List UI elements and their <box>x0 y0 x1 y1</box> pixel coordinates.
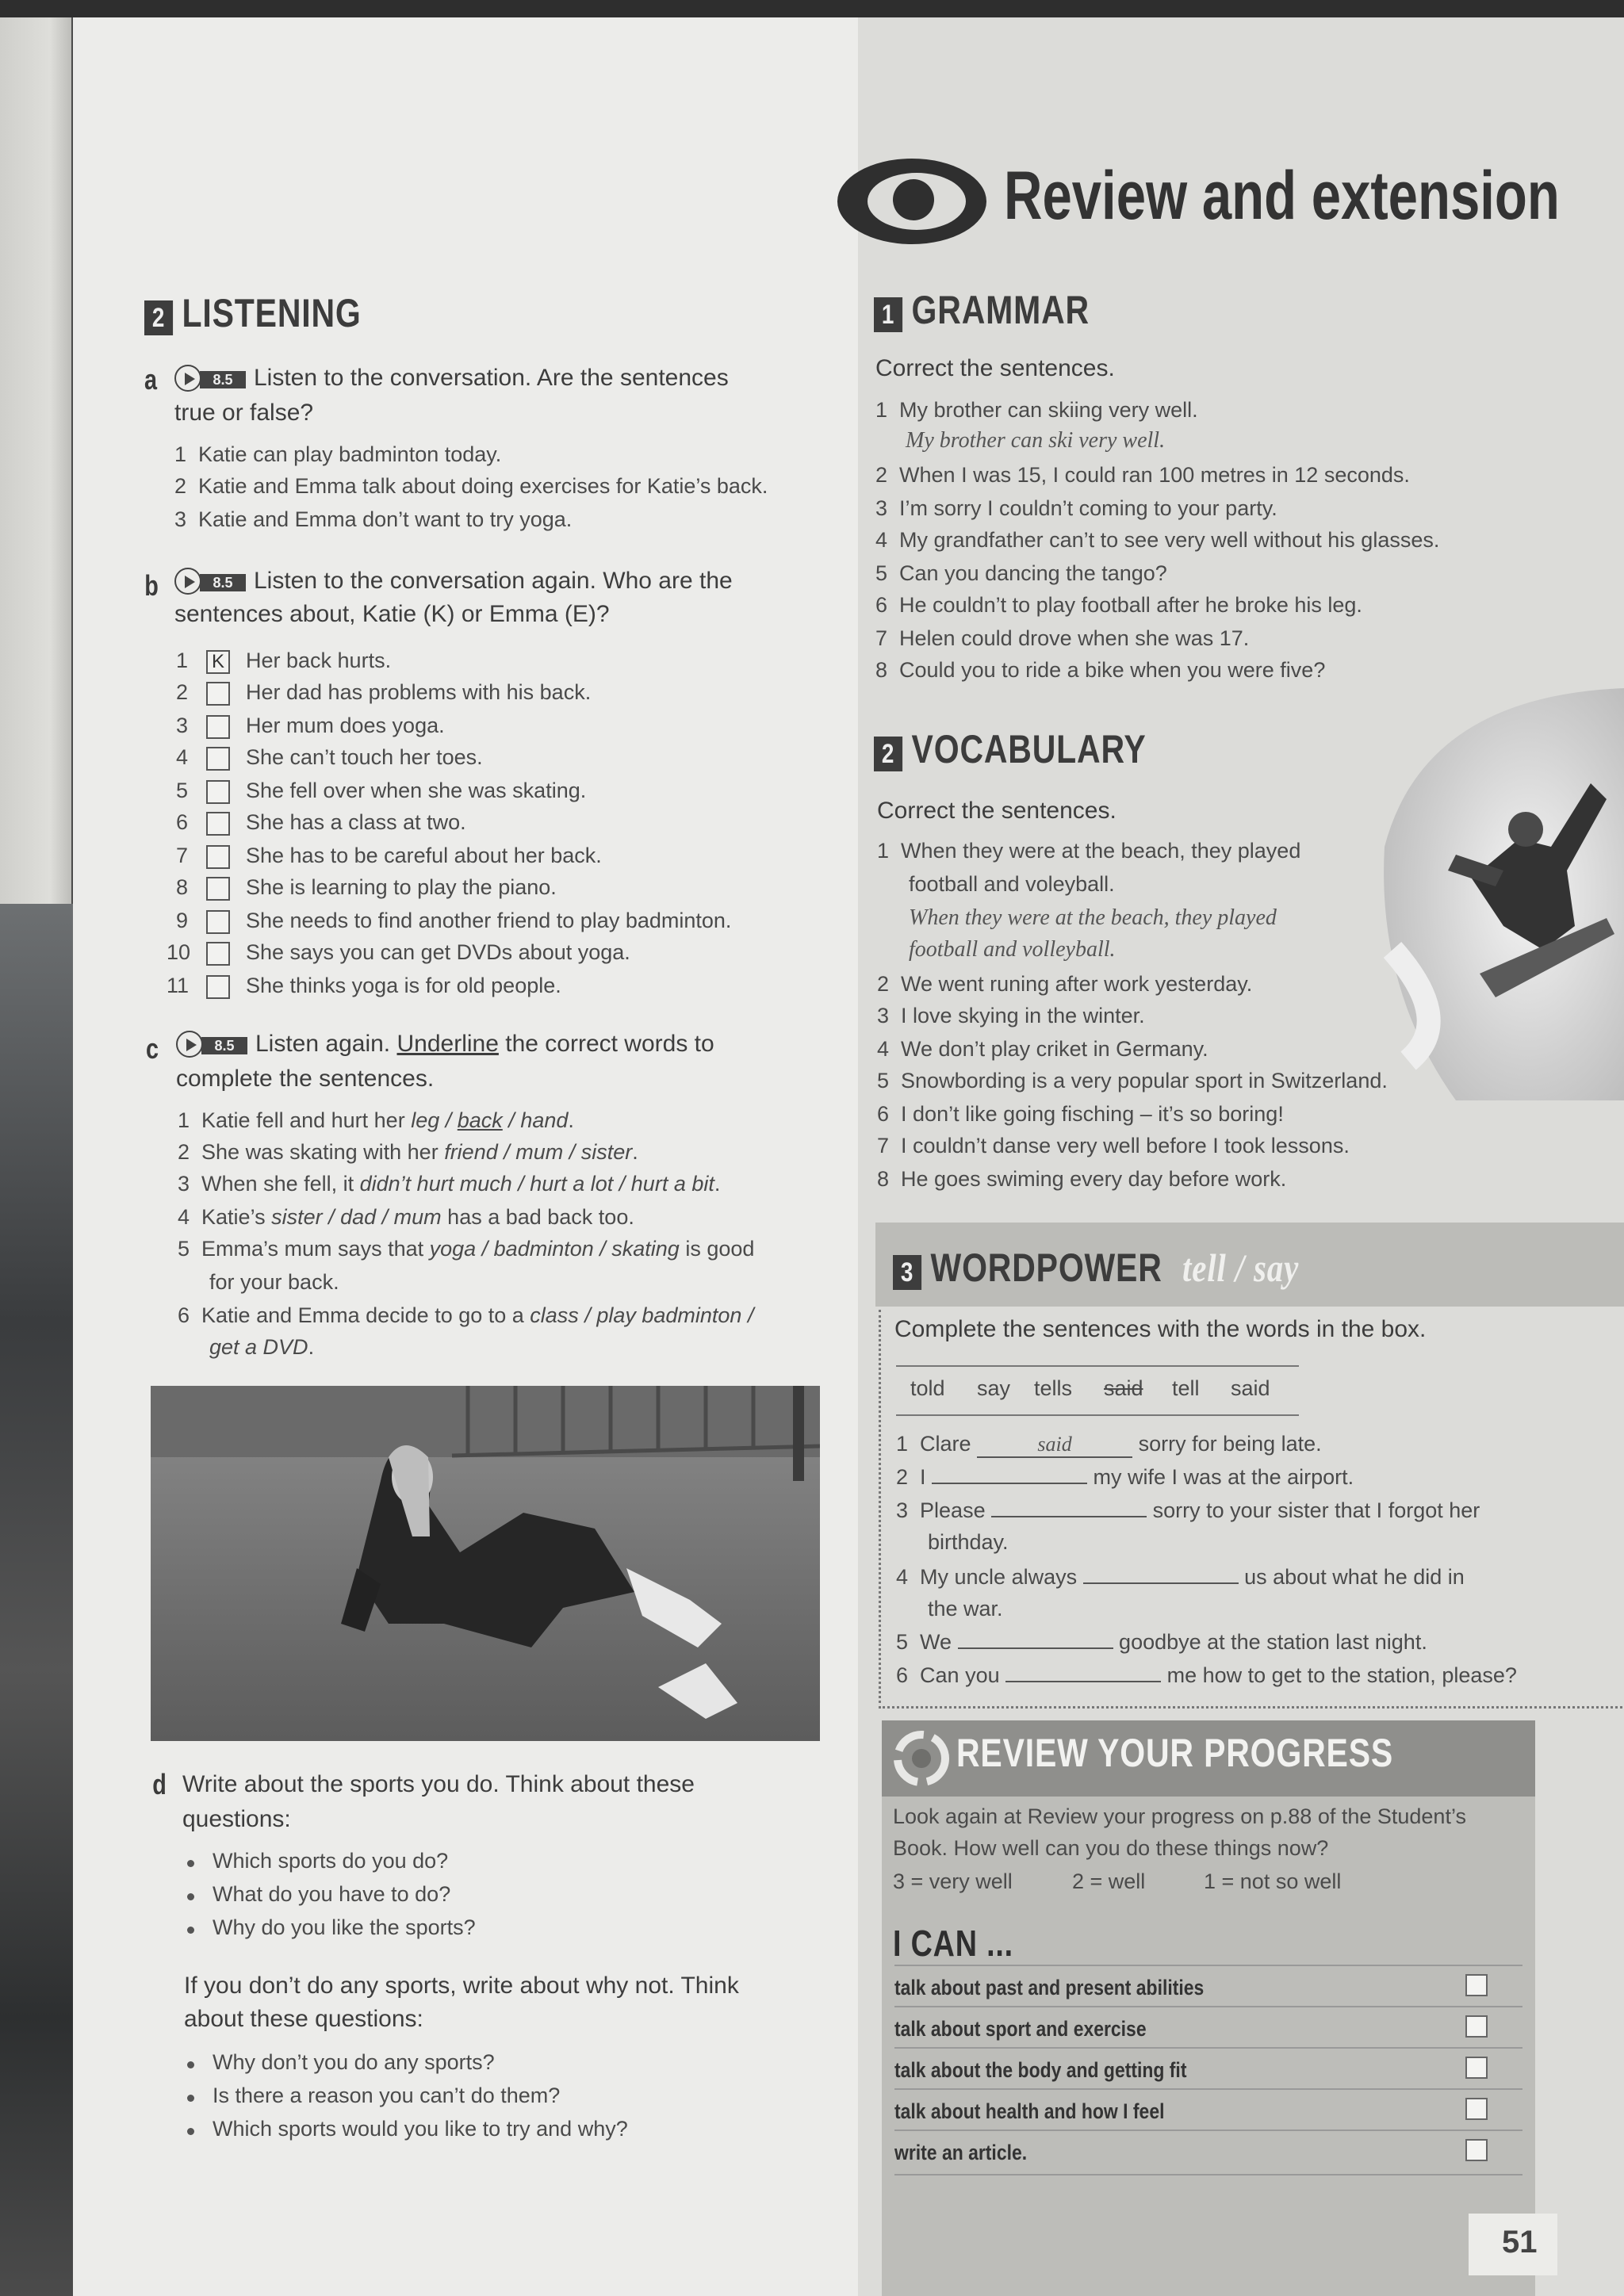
question-item: Which sports do you do? <box>213 1849 449 1873</box>
bullet-icon <box>187 2095 194 2102</box>
ican-checkbox[interactable] <box>1465 2139 1488 2161</box>
list-item: 2 When I was 15, I could ran 100 metres in 12 seconds. <box>875 463 1410 487</box>
answer-blank[interactable] <box>932 1464 1087 1484</box>
box-word: told <box>910 1376 945 1400</box>
ican-row <box>894 2130 1522 2172</box>
answer-checkbox[interactable] <box>206 877 230 901</box>
wordpower-instruction: Complete the sentences with the words in the box. <box>894 1316 1427 1342</box>
bullet-icon <box>187 1893 194 1900</box>
list-item: 5 Snowbording is a very popular sport in Switzerland. <box>877 1069 1388 1093</box>
item-number: 7 <box>176 844 189 867</box>
answer-blank[interactable] <box>991 1497 1147 1517</box>
list-item: 4 Katie’s sister / dad / mum has a bad back too. <box>178 1205 634 1229</box>
ican-row <box>894 2088 1522 2131</box>
list-item-continued: birthday. <box>928 1530 1009 1554</box>
ican-bottom-rule <box>894 2174 1522 2175</box>
exercise-a-instruction-line2: true or false? <box>174 400 314 426</box>
section-title: GRAMMAR <box>911 288 1090 332</box>
list-item: 3 When she fell, it didn’t hurt much / hurt a lot / hurt a bit. <box>178 1172 721 1196</box>
scale-not-so-well: 1 = not so well <box>1204 1869 1342 1893</box>
list-item: 5 Can you dancing the tango? <box>875 561 1167 585</box>
list-item: 1 My brother can skiing very well. <box>875 398 1198 422</box>
answer-checkbox[interactable] <box>206 780 230 804</box>
list-item: 6 Katie and Emma decide to go to a class / play badminton / <box>178 1303 754 1327</box>
list-item: She thinks yoga is for old people. <box>246 974 561 997</box>
review-text: Look again at Review your progress on p.88 of the Student’s <box>893 1804 1466 1828</box>
question-item: Why don’t you do any sports? <box>213 2050 495 2074</box>
list-item: 3 Please sorry to your sister that I forgot her <box>896 1498 1480 1522</box>
exercise-d-instruction-line2: questions: <box>182 1806 291 1832</box>
list-item: 5 We goodbye at the station last night. <box>896 1630 1427 1654</box>
exercise-c-instruction-line2: complete the sentences. <box>176 1066 435 1092</box>
item-number: 1 <box>176 649 189 672</box>
exercise-d-paragraph: If you don’t do any sports, write about why not. Think <box>184 1973 739 1999</box>
section-title: WORDPOWER <box>930 1246 1162 1290</box>
vocabulary-example-answer: When they were at the beach, they played <box>909 905 1277 930</box>
exercise-b-instruction-line2: sentences about, Katie (K) or Emma (E)? <box>174 601 610 627</box>
answer-blank[interactable] <box>958 1628 1113 1649</box>
list-item: Her back hurts. <box>246 649 392 672</box>
section-number: 2 <box>874 737 902 771</box>
list-item-continued: football and voleyball. <box>909 872 1115 896</box>
list-item: She fell over when she was skating. <box>246 779 587 802</box>
list-item: 7 Helen could drove when she was 17. <box>875 626 1250 650</box>
audio-track-icon[interactable]: 8.5 <box>174 568 247 596</box>
box-word: said <box>1231 1376 1270 1400</box>
list-item: She has to be careful about her back. <box>246 844 602 867</box>
wordpower-example-answer: said <box>1037 1433 1072 1456</box>
answer-blank[interactable] <box>1083 1563 1239 1584</box>
item-number: 4 <box>176 745 189 769</box>
list-item: 3 I’m sorry I couldn’t coming to your party. <box>875 496 1277 520</box>
list-item: 6 He couldn’t to play football after he broke his leg. <box>875 593 1362 617</box>
ican-item-label: talk about health and how I feel <box>894 2099 1165 2123</box>
exercise-b-instruction: 8.5 Listen to the conversation again. Who are the <box>174 568 733 596</box>
i-can-heading: I CAN ... <box>893 1923 1013 1964</box>
skating-photo <box>151 1386 820 1741</box>
answer-checkbox[interactable] <box>206 682 230 706</box>
list-item: She needs to find another friend to play badminton. <box>246 909 732 932</box>
wordpower-subtitle: tell / say <box>1182 1246 1300 1290</box>
section-title: VOCABULARY <box>911 727 1147 771</box>
list-item: 8 Could you to ride a bike when you were five? <box>875 658 1326 682</box>
bullet-icon <box>187 1927 194 1934</box>
answer-checkbox[interactable] <box>206 975 230 999</box>
progress-icon <box>893 1730 950 1787</box>
ican-checkbox[interactable] <box>1465 2098 1488 2120</box>
ican-checkbox[interactable] <box>1465 1974 1488 1996</box>
answer-blank[interactable] <box>1005 1662 1161 1682</box>
ican-checkbox[interactable] <box>1465 2057 1488 2079</box>
section-number: 1 <box>874 297 902 332</box>
question-item: Why do you like the sports? <box>213 1915 476 1939</box>
list-item: She is learning to play the piano. <box>246 875 557 899</box>
list-item: 3 I love skying in the winter. <box>877 1004 1145 1027</box>
title-logo-icon <box>834 155 990 247</box>
answer-checkbox[interactable] <box>206 715 230 739</box>
wordpower-heading <box>893 1245 1299 1291</box>
list-item: Her dad has problems with his back. <box>246 680 592 704</box>
review-text-line2: Book. How well can you do these things now? <box>893 1836 1329 1860</box>
ican-item-label: talk about sport and exercise <box>894 2017 1147 2041</box>
section-title: LISTENING <box>182 291 362 335</box>
ican-item-label: talk about the body and getting fit <box>894 2058 1187 2082</box>
page-number: 51 <box>1502 2225 1538 2260</box>
exercise-letter-b: b <box>144 569 159 602</box>
list-item: 6 Can you me how to get to the station, please? <box>896 1663 1517 1687</box>
bullet-icon <box>187 1860 194 1867</box>
section-number: 3 <box>893 1255 921 1290</box>
item-number: 3 <box>176 714 189 737</box>
list-item: She can’t touch her toes. <box>246 745 483 769</box>
grammar-heading <box>874 287 1090 333</box>
list-item: 4 We don’t play criket in Germany. <box>877 1037 1208 1061</box>
list-item-continued: get a DVD. <box>209 1335 315 1359</box>
list-item: 4 My grandfather can’t to see very well without his glasses. <box>875 528 1440 552</box>
list-item: 2 We went runing after work yesterday. <box>877 972 1253 996</box>
snowboard-photo <box>1361 688 1624 1100</box>
scale-very-well: 3 = very well <box>893 1869 1013 1893</box>
listening-heading <box>144 290 362 336</box>
list-item: 1 Katie fell and hurt her leg / back / hand. <box>178 1108 574 1132</box>
list-item: 7 I couldn’t danse very well before I took lessons. <box>877 1134 1350 1158</box>
previous-page-photo-edge <box>0 904 73 2296</box>
answer-checkbox[interactable] <box>206 845 230 869</box>
ican-item-label: write an article. <box>894 2141 1028 2164</box>
list-item: She has a class at two. <box>246 810 466 834</box>
audio-track-icon[interactable]: 8.5 <box>176 1031 249 1059</box>
bullet-icon <box>187 2061 194 2068</box>
list-item: 4 My uncle always us about what he did in <box>896 1565 1465 1589</box>
list-item: 8 He goes swiming every day before work. <box>877 1167 1287 1191</box>
list-item: 5 Emma’s mum says that yoga / badminton / skating is good <box>178 1237 755 1261</box>
list-item: 6 I don’t like going fisching – it’s so boring! <box>877 1102 1284 1126</box>
exercise-d-paragraph-line2: about these questions: <box>184 2006 423 2032</box>
page-title: Review and extension <box>1004 158 1560 234</box>
exercise-d-instruction: Write about the sports you do. Think about these <box>182 1771 695 1797</box>
ican-row <box>894 2006 1522 2049</box>
bullet-icon <box>187 2128 194 2135</box>
list-item: She says you can get DVDs about yoga. <box>246 940 630 964</box>
vocabulary-instruction: Correct the sentences. <box>877 798 1116 824</box>
box-word: tells <box>1034 1376 1073 1400</box>
answer-checkbox[interactable] <box>206 942 230 966</box>
vocabulary-example-answer-line2: football and volleyball. <box>909 937 1116 962</box>
box-word: tell <box>1172 1376 1200 1400</box>
section-number: 2 <box>144 300 173 335</box>
review-heading: REVIEW YOUR PROGRESS <box>956 1731 1394 1775</box>
question-item: Is there a reason you can’t do them? <box>213 2084 561 2107</box>
item-number: 11 <box>167 974 190 997</box>
list-item: Her mum does yoga. <box>246 714 445 737</box>
grammar-instruction: Correct the sentences. <box>875 355 1115 381</box>
item-number: 6 <box>176 810 189 834</box>
question-item: What do you have to do? <box>213 1882 451 1906</box>
ican-row <box>894 1965 1522 2007</box>
box-word: said <box>1104 1376 1143 1400</box>
question-item: Which sports would you like to try and why? <box>213 2117 628 2141</box>
exercise-c-instruction: 8.5 Listen again. Underline the correct words to <box>176 1031 714 1059</box>
list-item: 2 She was skating with her friend / mum / sister. <box>178 1140 638 1164</box>
item-number: 8 <box>176 875 189 899</box>
audio-track-icon[interactable]: 8.5 <box>174 365 247 393</box>
list-item: 1 Katie can play badminton today. <box>174 442 502 466</box>
ican-item-label: talk about past and present abilities <box>894 1976 1205 1999</box>
exercise-a-instruction: 8.5 Listen to the conversation. Are the sentences <box>174 365 729 393</box>
exercise-letter-c: c <box>146 1032 159 1065</box>
page-top-edge <box>0 0 1624 17</box>
exercise-letter-d: d <box>152 1768 167 1800</box>
list-item-continued: the war. <box>928 1597 1003 1621</box>
answer-checkbox[interactable] <box>206 812 230 836</box>
item-number: 2 <box>176 680 189 704</box>
list-item: 2 I my wife I was at the airport. <box>896 1465 1354 1489</box>
scale-well: 2 = well <box>1072 1869 1146 1893</box>
list-item: 2 Katie and Emma talk about doing exercises for Katie’s back. <box>174 474 768 498</box>
exercise-letter-a: a <box>144 363 158 396</box>
vocabulary-heading <box>874 726 1147 772</box>
list-item-continued: for your back. <box>209 1270 339 1294</box>
grammar-example-answer: My brother can ski very well. <box>906 428 1166 453</box>
answer-checkbox[interactable]: K <box>206 650 230 674</box>
answer-checkbox[interactable] <box>206 747 230 771</box>
item-number: 9 <box>176 909 189 932</box>
ican-row <box>894 2047 1522 2090</box>
list-item: 3 Katie and Emma don’t want to try yoga. <box>174 507 573 531</box>
list-item: 1 Clare said sorry for being late. <box>896 1432 1322 1458</box>
answer-checkbox[interactable] <box>206 910 230 934</box>
item-number: 5 <box>176 779 189 802</box>
item-number: 10 <box>167 940 191 964</box>
list-item: 1 When they were at the beach, they played <box>877 839 1301 863</box>
ican-checkbox[interactable] <box>1465 2015 1488 2038</box>
box-word: say <box>977 1376 1011 1400</box>
